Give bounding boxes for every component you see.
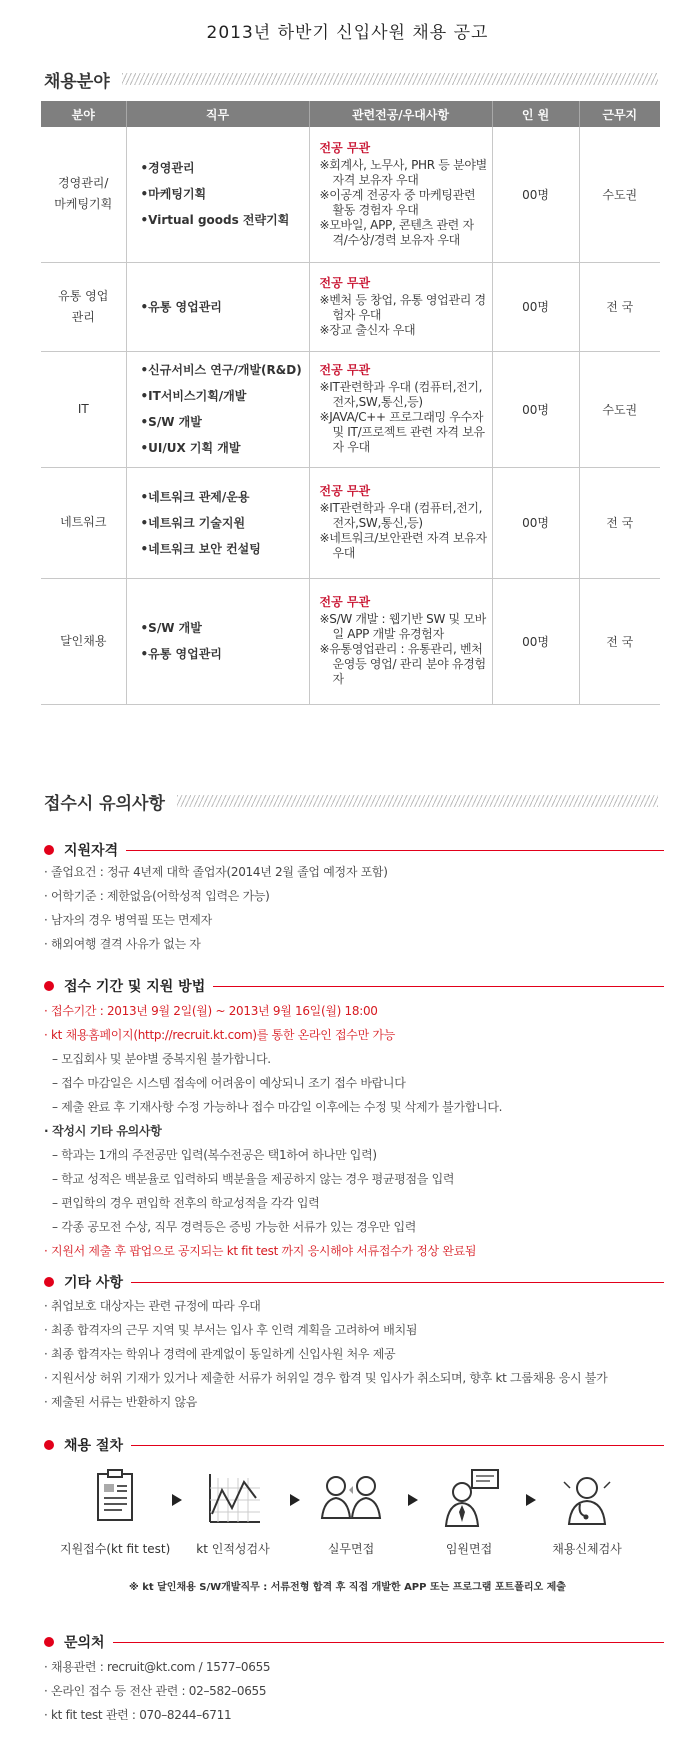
major-cell [309,351,492,467]
preference-note: ※벤처 등 창업, 유통 영업관리 경험자 우대 [319,292,486,322]
qualification-heading-label: 지원자격 [64,843,119,859]
document-icon [80,1468,150,1530]
section-heading-label: 채용분야 [44,71,110,92]
table-row [41,127,660,262]
location-cell: 전 국 [579,262,660,351]
red-dot-icon [44,981,54,991]
etc-list [44,1294,674,1414]
field-label: IT [77,401,89,416]
duty-item: •IT서비스기획/개발 [140,389,247,403]
duty-cell [126,578,309,704]
major-title: 전공 무관 [319,275,371,290]
list-item: · 채용관련 : recruit@kt.com / 1577–0655 [44,1660,271,1674]
table-row [41,351,660,467]
duty-cell [126,467,309,578]
preference-note: ※장교 출신자 우대 [319,322,416,337]
preference-note: ※S/W 개발 : 웹기반 SW 및 모바일 APP 개발 유경험자 [319,612,486,641]
preference-note: ※회계사, 노무사, PHR 등 분야별 자격 보유자 우대 [319,157,487,187]
chart-icon [198,1468,268,1530]
header-location: 근무지 [579,101,660,127]
major-cell [309,262,492,351]
process-step [414,1468,524,1557]
header-count: 인 원 [492,101,579,127]
field-label: 경영관리/ [58,176,109,191]
interview-icon [316,1468,386,1530]
doctor-icon [552,1468,622,1530]
process-step [296,1468,406,1557]
duty-item: •유통 영업관리 [140,647,222,661]
major-title: 전공 무관 [319,363,371,377]
apply-period: · 접수기간 : 2013년 9월 2일(월) ~ 2013년 9월 16일(월) 18:00 [44,1004,378,1018]
duty-cell [126,262,309,351]
major-title: 전공 무관 [319,595,371,609]
major-title: 전공 무관 [319,140,371,155]
qualification-heading [44,840,664,860]
red-dot-icon [44,1637,54,1647]
process-note: ※ kt 달인채용 S/W개발직무 : 서류전형 합격 후 직접 개발한 APP 또는 프로그램 포트폴리오 제출 [129,1582,566,1593]
count-cell: 00명 [492,467,579,578]
duty-item: •네트워크 관제/운용 [140,489,250,504]
duty-item: •네트워크 기술지원 [140,515,246,530]
red-divider [131,1282,664,1283]
section-heading-notice [44,788,658,814]
table-row [41,578,660,704]
duty-item: •S/W 개발 [140,415,202,429]
step-label: 채용신체검사 [552,1542,622,1556]
field-label: 달인채용 [60,633,107,648]
page-title: 2013년 하반기 신입사원 채용 공고 [206,23,489,43]
etc-heading-label: 기타 사항 [64,1275,123,1291]
preference-note: ※네트워크/보안관련 자격 보유자 우대 [319,531,487,560]
location-cell: 수도권 [579,127,660,262]
apply-list [44,999,674,1263]
major-cell [309,578,492,704]
list-item: – 모집회사 및 분야별 중복지원 불가합니다. [52,1052,271,1066]
field-cell [41,351,126,467]
hatch-divider [177,795,658,807]
header-duty: 직무 [126,101,309,127]
process-heading-label: 채용 절차 [64,1438,123,1454]
process-step [532,1468,642,1557]
location-cell: 수도권 [579,351,660,467]
step-label: 실무면접 [327,1542,375,1556]
count-cell: 00명 [492,127,579,262]
list-item: · 최종 합격자의 근무 지역 및 부서는 입사 후 인력 계획을 고려하여 배치됨 [44,1323,418,1337]
section-heading-label: 접수시 유의사항 [44,793,165,814]
jobs-table [41,101,660,705]
duty-item: •유통 영업관리 [140,299,222,314]
red-dot-icon [44,845,54,855]
red-divider [126,850,664,851]
field-label: 유통 영업 [58,288,109,303]
red-divider [131,1445,664,1446]
header-field: 분야 [41,101,126,127]
hatch-divider [122,73,658,85]
contact-list [44,1655,674,1727]
preference-note: ※유통영업관리 : 유통관리, 벤처운영등 영업/ 관리 분야 유경험자 [319,642,486,686]
process-heading [44,1435,664,1455]
field-cell [41,262,126,351]
preference-note: ※모바일, APP, 콘텐츠 관련 자격/수상/경력 보유자 우대 [319,217,474,247]
list-item: · 어학기준 : 제한없음(어학성적 입력은 가능) [44,889,270,903]
preference-note: ※IT관련학과 우대 (컴퓨터,전기,전자,SW,통신,등) [319,380,483,409]
duty-item: •네트워크 보안 컨설팅 [140,541,261,556]
duty-cell [126,351,309,467]
field-label: 네트워크 [60,515,107,529]
list-item: · 취업보호 대상자는 관련 규정에 따라 우대 [44,1299,261,1313]
location-cell: 전 국 [579,467,660,578]
table-header-row [41,101,660,127]
executive-icon [434,1468,504,1530]
list-item: · 지원서상 허위 기재가 있거나 제출한 서류가 허위일 경우 합격 및 입사가 취소되며, 향후 kt 그룹채용 응시 불가 [44,1371,608,1385]
major-cell [309,467,492,578]
duty-item: •Virtual goods 전략기획 [140,213,290,228]
step-label: 지원접수(kt fit test) [60,1542,171,1556]
count-cell: 00명 [492,351,579,467]
field-label: 마케팅기획 [54,197,113,212]
list-item: · 해외여행 결격 사유가 없는 자 [44,937,201,951]
table-row [41,262,660,351]
table-row [41,467,660,578]
list-item: – 편입학의 경우 편입학 전후의 학교성적을 각각 입력 [52,1196,320,1210]
major-cell [309,127,492,262]
count-cell: 00명 [492,262,579,351]
list-item: · 온라인 접수 등 전산 관련 : 02–582–0655 [44,1684,267,1698]
duty-item: •마케팅기획 [140,187,207,202]
field-cell [41,578,126,704]
list-item: – 제출 완료 후 기재사항 수정 가능하나 접수 마감일 이후에는 수정 및 삭제가 불가합니다. [52,1100,503,1114]
list-item: · 제출된 서류는 반환하지 않음 [44,1395,198,1409]
etc-heading [44,1272,664,1292]
header-major: 관련전공/우대사항 [309,101,492,127]
red-divider [213,986,664,987]
writing-notes-title: · 작성시 기타 유의사항 [44,1124,162,1138]
process-step [60,1468,170,1557]
process-steps [60,1468,640,1564]
red-dot-icon [44,1277,54,1287]
contact-heading-label: 문의처 [64,1635,105,1651]
list-item: – 접수 마감일은 시스템 접속에 어려움이 예상되니 조기 접수 바랍니다 [52,1076,406,1090]
duty-item: •신규서비스 연구/개발(R&D) [140,363,302,377]
apply-heading [44,976,664,996]
step-label: 임원면접 [445,1542,493,1556]
qualification-list [44,860,674,956]
major-title: 전공 무관 [319,484,371,498]
section-heading-jobs [44,66,658,92]
duty-cell [126,127,309,262]
list-item: · 졸업요건 : 정규 4년제 대학 졸업자(2014년 2월 졸업 예정자 포함) [44,865,388,879]
contact-heading [44,1632,664,1652]
step-label: kt 인적성검사 [196,1542,270,1556]
list-item: · kt fit test 관련 : 070–8244–6711 [44,1708,232,1722]
list-item: – 학교 성적은 백분율로 입력하되 백분율을 제공하지 않는 경우 평균평점을 입력 [52,1172,455,1186]
preference-note: ※IT관련학과 우대 (컴퓨터,전기,전자,SW,통신,등) [319,501,483,530]
list-item: · 남자의 경우 병역필 또는 면제자 [44,913,212,927]
field-label: 관리 [71,309,95,324]
duty-item: •경영관리 [140,161,195,176]
apply-heading-label: 접수 기간 및 지원 방법 [64,979,206,995]
field-cell [41,127,126,262]
list-item: – 학과는 1개의 주전공만 입력(복수전공은 택1하여 하나만 입력) [52,1148,377,1162]
red-divider [113,1642,664,1643]
red-dot-icon [44,1440,54,1450]
apply-online: · kt 채용홈페이지(http://recruit.kt.com)를 통한 온라인 접수만 가능 [44,1028,395,1042]
duty-item: •UI/UX 기획 개발 [140,441,241,455]
preference-note: ※JAVA/C++ 프로그래밍 우수자 및 IT/프로젝트 관련 자격 보유자 우대 [319,410,485,454]
list-item: – 각종 공모전 수상, 직무 경력등은 증빙 가능한 서류가 있는 경우만 입력 [52,1220,417,1234]
location-cell: 전 국 [579,578,660,704]
count-cell: 00명 [492,578,579,704]
process-step [178,1468,288,1557]
field-cell [41,467,126,578]
duty-item: •S/W 개발 [140,621,202,635]
list-item: · 최종 합격자는 학위나 경력에 관계없이 동일하게 신입사원 처우 제공 [44,1347,396,1361]
preference-note: ※이공계 전공자 중 마케팅관련 활동 경험자 우대 [319,187,476,217]
fit-test-notice: · 지원서 제출 후 팝업으로 공지되는 kt fit test 까지 응시해야 서류접수가 정상 완료됨 [44,1244,477,1258]
